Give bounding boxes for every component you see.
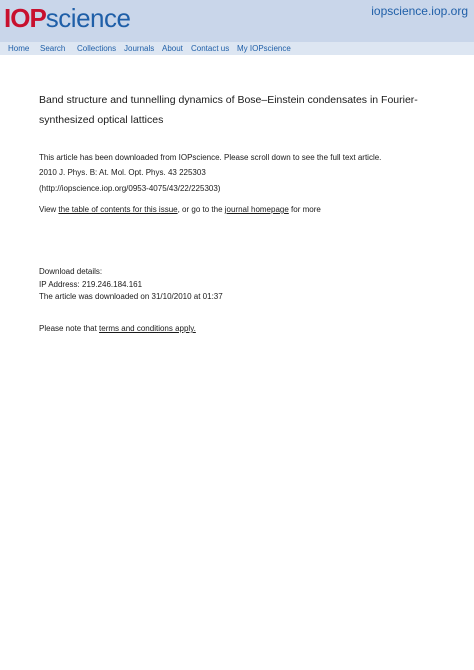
download-heading: Download details:: [39, 267, 103, 276]
nav-my-iopscience[interactable]: My IOPscience: [237, 44, 291, 53]
terms-and-conditions-link[interactable]: terms and conditions apply.: [99, 324, 196, 333]
journal-homepage-link[interactable]: journal homepage: [224, 205, 289, 214]
site-header: [0, 0, 474, 42]
download-date: The article was downloaded on 31/10/2010 at 01:37: [39, 292, 223, 301]
nav-search[interactable]: Search: [40, 44, 66, 53]
iopscience-logo[interactable]: [4, 3, 130, 33]
nav-home[interactable]: Home: [8, 44, 30, 53]
view-line: [39, 204, 321, 215]
logo-science-text: science: [45, 3, 131, 33]
table-of-contents-link[interactable]: the table of contents for this issue: [58, 205, 178, 214]
terms-prefix: Please note that: [39, 324, 100, 333]
nav-journals[interactable]: Journals: [124, 44, 155, 53]
main-nav: [0, 42, 474, 55]
logo-iop-text: IOP: [4, 3, 46, 33]
ip-address: IP Address: 219.246.184.161: [39, 280, 143, 289]
view-prefix: View: [39, 205, 59, 214]
doi-url: (http://iopscience.iop.org/0953-4075/43/22/225303): [39, 184, 221, 193]
site-url-link[interactable]: iopscience.iop.org: [371, 4, 468, 18]
terms-line: [39, 323, 196, 334]
view-suffix: for more: [288, 205, 321, 214]
nav-about[interactable]: About: [162, 44, 183, 53]
article-title: Band structure and tunnelling dynamics of Bose–Einstein condensates in Fourier-synthesized optical lattices: [39, 94, 418, 126]
nav-contact-us[interactable]: Contact us: [191, 44, 230, 53]
view-middle: , or go to the: [177, 205, 225, 214]
nav-collections[interactable]: Collections: [77, 44, 117, 53]
citation: 2010 J. Phys. B: At. Mol. Opt. Phys. 43 225303: [39, 168, 206, 177]
downloaded-note: This article has been downloaded from IOPscience. Please scroll down to see the full text article.: [39, 153, 382, 162]
